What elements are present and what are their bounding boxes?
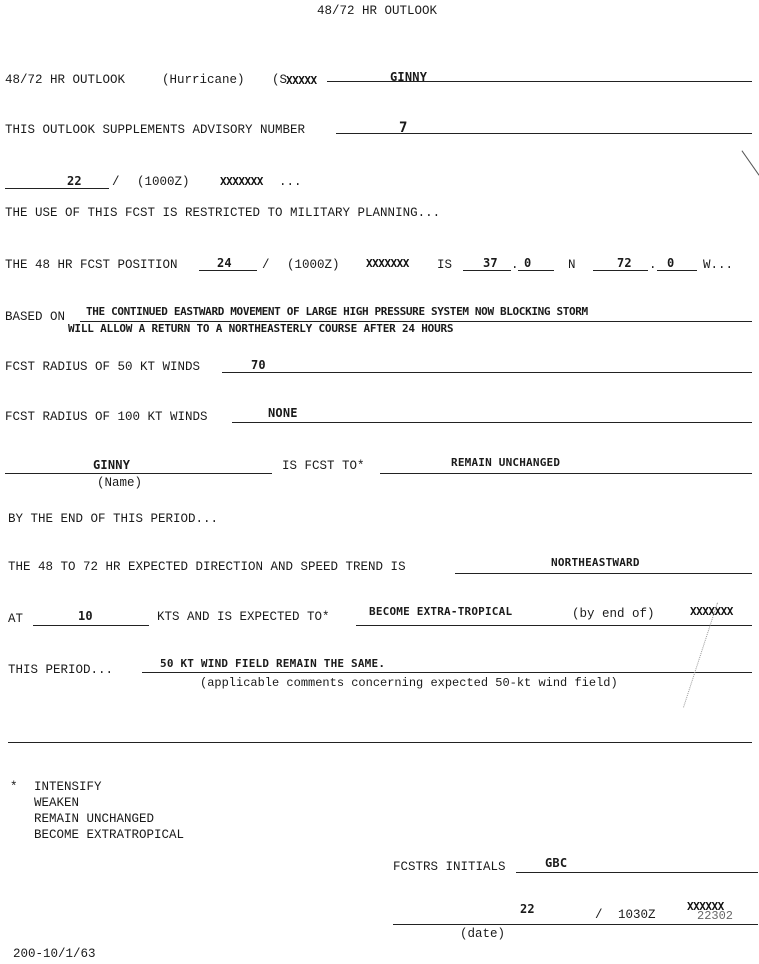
north-label: N [568,258,576,272]
name-line [5,473,272,474]
advisory-time: (1000Z) [137,175,190,189]
form-number: 200-10/1/63 [13,947,96,961]
outlook-label: 48/72 HR OUTLOOK [5,73,126,87]
radius-100-line [232,422,752,423]
expected-to-value: BECOME EXTRA-TROPICAL [369,605,513,618]
fcst-to-line [380,473,752,474]
position-time: (1000Z) [287,258,340,272]
slash: / [262,258,270,272]
position-day-line [199,270,257,271]
initials-line [516,872,758,873]
radius-50-line [222,372,752,373]
longitude-degrees: 72 [617,256,632,270]
over-typed-text: 22302 [697,909,734,923]
lon-b-line [657,270,697,271]
date-line [393,924,758,925]
longitude-tenths: 0 [667,256,675,270]
option-weaken: WEAKEN [34,796,80,810]
position-label: THE 48 HR FCST POSITION [5,258,178,272]
option-intensify: INTENSIFY [34,780,102,794]
struck-text: XXXXXXX [690,605,733,618]
storm-name-value: GINNY [390,70,428,84]
at-label: AT [8,612,24,626]
speed-line [33,625,149,626]
lat-a-line [463,270,511,271]
storm-type-prefix: (S [272,73,288,87]
position-day-value: 24 [217,256,232,270]
struck-text: XXXXXXX [220,175,263,188]
based-on-label: BASED ON [5,310,66,324]
lon-a-line [593,270,648,271]
initials-value: GBC [545,856,568,870]
lon-dot: . [649,258,657,272]
margin-mark [741,150,759,175]
fcst-to-value: REMAIN UNCHANGED [451,456,561,469]
speed-value: 10 [78,609,93,623]
period-end-label: BY THE END OF THIS PERIOD... [8,512,219,526]
by-end-of-label: (by end of) [572,607,655,621]
advisory-label: THIS OUTLOOK SUPPLEMENTS ADVISORY NUMBER [5,123,306,137]
options-star: * [10,780,18,794]
margin-mark [683,603,718,708]
this-period-label: THIS PERIOD... [8,663,114,677]
reasoning-line-2: WILL ALLOW A RETURN TO A NORTHEASTERLY COURSE AFTER 24 HOURS [68,322,454,335]
wind-field-line [142,672,752,673]
struck-text: XXXXXXX [366,257,409,270]
direction-label: THE 48 TO 72 HR EXPECTED DIRECTION AND SPEED TREND IS [8,560,406,574]
is-label: IS [437,258,453,272]
initials-label: FCSTRS INITIALS [393,860,506,874]
wind-field-value: 50 KT WIND FIELD REMAIN THE SAME. [160,657,386,670]
radius-100-label: FCST RADIUS OF 100 KT WINDS [5,410,208,424]
advisory-day-value: 22 [67,174,82,188]
name-caption: (Name) [97,476,143,490]
ellipsis: ... [279,175,302,189]
page-title: 48/72 HR OUTLOOK [317,4,438,18]
struck-text: XXXXXX [687,900,724,913]
west-label: W... [703,258,734,272]
slash: / [112,175,120,189]
latitude-degrees: 37 [483,256,498,270]
radius-50-label: FCST RADIUS OF 50 KT WINDS [5,360,201,374]
lat-b-line [518,270,554,271]
struck-text: XXXXX [286,74,317,87]
date-day-value: 22 [520,902,535,916]
option-become-extratropical: BECOME EXTRATROPICAL [34,828,185,842]
expected-to-line [356,625,752,626]
comment-line [8,742,752,743]
option-remain-unchanged: REMAIN UNCHANGED [34,812,155,826]
day-line [5,188,109,189]
expected-to-label: KTS AND IS EXPECTED TO* [157,610,330,624]
storm-type: (Hurricane) [162,73,245,87]
storm-name-value: GINNY [93,458,131,472]
radius-100-value: NONE [268,406,298,420]
fcst-to-label: IS FCST TO* [282,459,365,473]
advisory-number-value: 7 [399,120,408,136]
date-caption: (date) [460,927,506,941]
latitude-tenths: 0 [524,256,532,270]
direction-value: NORTHEASTWARD [551,556,640,569]
direction-line [455,573,752,574]
wind-field-caption: (applicable comments concerning expected 50-kt wind field) [200,676,618,690]
restriction-notice: THE USE OF THIS FCST IS RESTRICTED TO MILITARY PLANNING... [5,206,441,220]
date-time: 1030Z [618,908,656,922]
radius-50-value: 70 [251,358,266,372]
slash: / [595,908,603,922]
reasoning-line-1: THE CONTINUED EASTWARD MOVEMENT OF LARGE HIGH PRESSURE SYSTEM NOW BLOCKING STORM [86,305,588,318]
lat-dot: . [511,258,519,272]
